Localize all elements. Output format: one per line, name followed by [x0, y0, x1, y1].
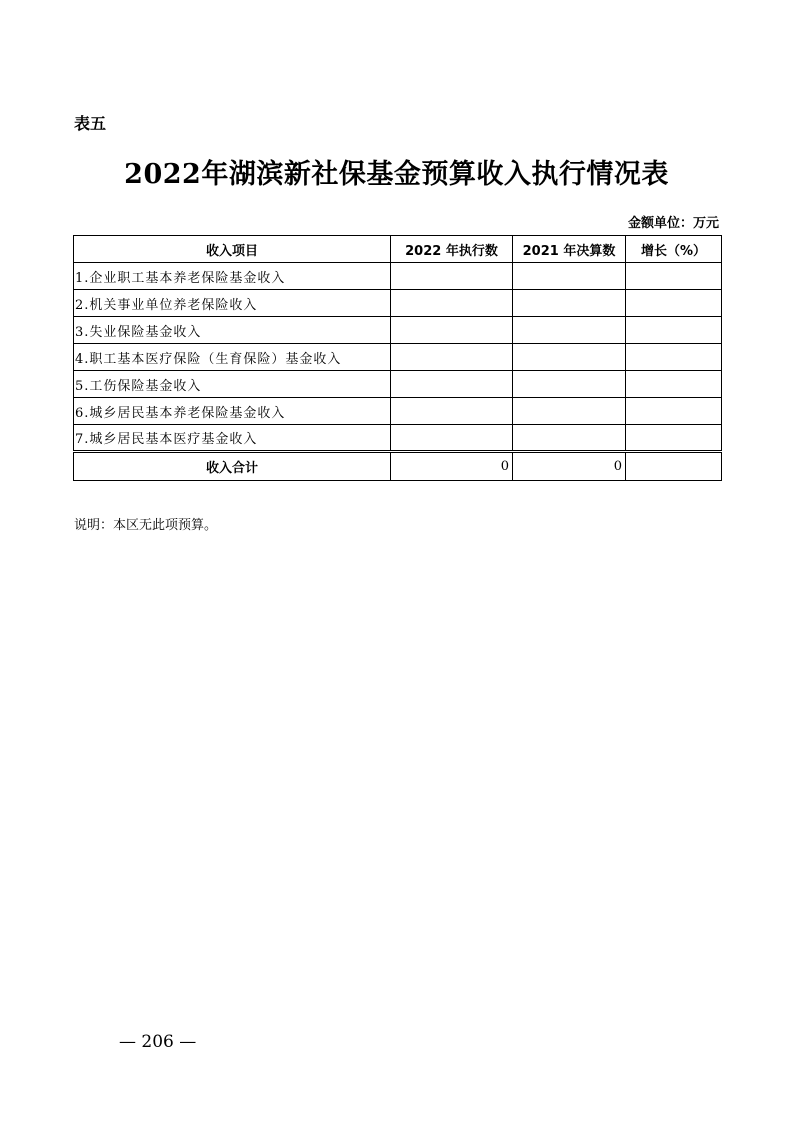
row-exec-2022 — [391, 344, 513, 371]
row-growth — [626, 398, 722, 425]
row-exec-2022 — [391, 263, 513, 290]
row-exec-2022 — [391, 398, 513, 425]
table-row — [74, 344, 722, 371]
total-exec-2022: 0 — [391, 452, 513, 481]
header-exec-2022: 2022 年执行数 — [391, 236, 513, 263]
table-row — [74, 425, 722, 452]
table-row — [74, 263, 722, 290]
row-final-2021 — [513, 317, 626, 344]
row-growth — [626, 425, 722, 452]
row-growth — [626, 290, 722, 317]
total-growth — [626, 452, 722, 481]
table-row — [74, 371, 722, 398]
table-header-row — [74, 236, 722, 263]
row-final-2021 — [513, 290, 626, 317]
row-final-2021 — [513, 398, 626, 425]
budget-table — [73, 235, 722, 481]
row-growth — [626, 344, 722, 371]
row-exec-2022 — [391, 290, 513, 317]
row-growth — [626, 371, 722, 398]
row-final-2021 — [513, 263, 626, 290]
page-number: — 206 — — [119, 1032, 197, 1052]
row-item: 5.工伤保险基金收入 — [74, 371, 391, 398]
table-total-row — [74, 452, 722, 481]
row-exec-2022 — [391, 317, 513, 344]
row-growth — [626, 263, 722, 290]
row-item: 1.企业职工基本养老保险基金收入 — [74, 263, 391, 290]
row-item: 7.城乡居民基本医疗基金收入 — [74, 425, 391, 452]
page-title: 2022年湖滨新社保基金预算收入执行情况表 — [124, 159, 669, 190]
total-final-2021: 0 — [513, 452, 626, 481]
table-row — [74, 290, 722, 317]
table-note: 说明：本区无此项预算。 — [74, 518, 218, 533]
row-exec-2022 — [391, 371, 513, 398]
row-item: 2.机关事业单位养老保险收入 — [74, 290, 391, 317]
row-final-2021 — [513, 425, 626, 452]
header-final-2021: 2021 年决算数 — [513, 236, 626, 263]
unit-label: 金额单位：万元 — [627, 216, 719, 231]
row-item: 4.职工基本医疗保险（生育保险）基金收入 — [74, 344, 391, 371]
row-item: 6.城乡居民基本养老保险基金收入 — [74, 398, 391, 425]
total-label: 收入合计 — [74, 452, 391, 481]
row-exec-2022 — [391, 425, 513, 452]
row-final-2021 — [513, 371, 626, 398]
table-row — [74, 317, 722, 344]
header-growth: 增长（%） — [626, 236, 722, 263]
row-item: 3.失业保险基金收入 — [74, 317, 391, 344]
header-income-item: 收入项目 — [74, 236, 391, 263]
row-growth — [626, 317, 722, 344]
table-label: 表五 — [74, 114, 107, 133]
row-final-2021 — [513, 344, 626, 371]
table-row — [74, 398, 722, 425]
